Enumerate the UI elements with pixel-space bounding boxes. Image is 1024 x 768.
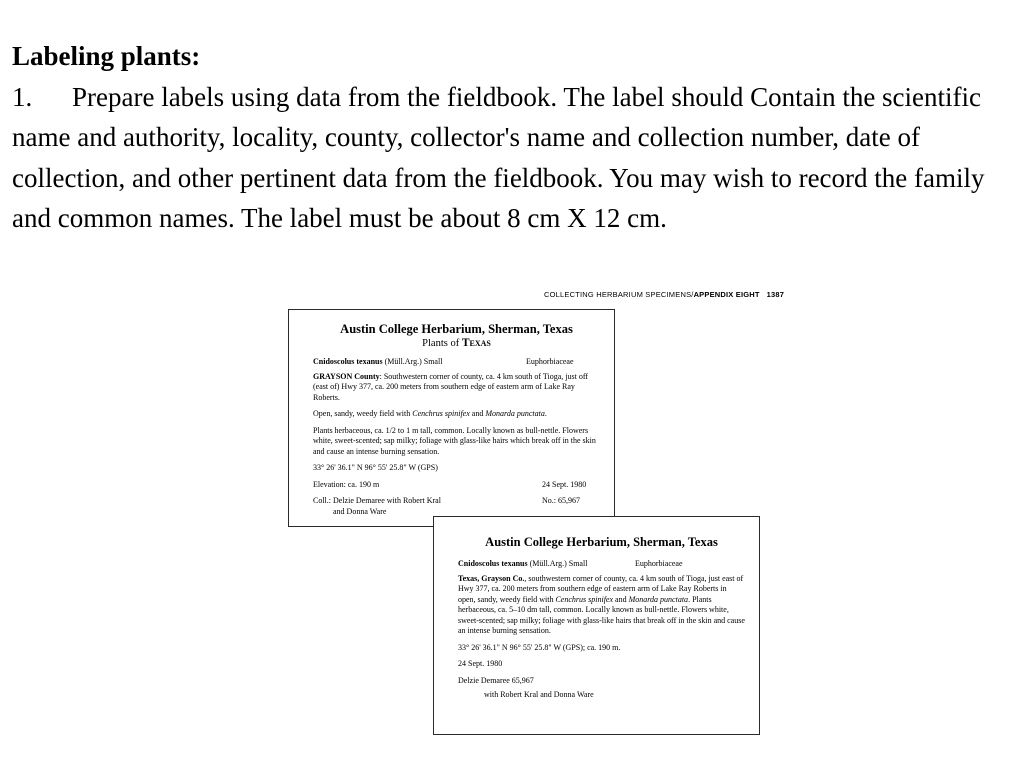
county-name: GRAYSON County [313,371,380,381]
species-authority: (Müll.Arg.) Small [527,559,588,568]
family-name: Euphorbiaceae [635,559,683,568]
plant-description: . Plants herbaceous, ca. 5–10 dm tall, common. Locally known as bull-nettle. Flowers white, sweet-scented; sap milky; foliage with glass-like hairs that break off in the skin and cause an intense burning sensation. [458,594,745,635]
elevation: Elevation: ca. 190 m [313,479,380,489]
locality-text [313,372,600,404]
habitat-prefix: Open, sandy, weedy field with [313,409,413,418]
running-head-prefix: COLLECTING HERBARIUM SPECIMENS/ [544,290,694,299]
habitat-end: . [544,409,547,418]
item-number: 1. [12,81,33,112]
herbarium-label-compact [433,516,760,735]
locality-text: , southwestern corner of county, ca. 4 km south of Tioga, just east of Hwy 377, ca. 200 meters from southern edge of eastern arm of Lake Ray Roberts in open, sandy, weedy field with [458,573,744,604]
gps-coordinates: 33° 26' 36.1" N 96° 55' 25.8" W (GPS) [313,463,438,472]
species-name: Cnidoscolus texanus [458,559,528,568]
collector-row [313,496,600,517]
label-sub-prefix: Plants of [422,338,462,349]
label-scientific-name [313,357,442,368]
collection-date: 24 Sept. 1980 [458,659,503,668]
county-name: Texas, Grayson Co. [458,573,525,583]
habitat-and: and [469,409,486,418]
collector-with: with Robert Kral and Donna Ware [484,690,594,699]
label-subheading [313,337,600,350]
associate-species-2: Monarda punctata [485,409,545,418]
slide-title: Labeling plants: [12,41,201,71]
associate-species-2: Monarda punctata [628,594,689,604]
collectors-line-1: Coll.: Delzie Demaree with Robert Kral [313,496,441,505]
collectors [313,496,441,517]
collectors-line-2: and Donna Ware [333,506,387,516]
label-body-text [458,574,745,637]
body-and: and [613,594,629,604]
species-name: Cnidoscolus texanus [313,357,383,366]
collector: Delzie Demaree 65,967 [458,675,534,685]
herbarium-label-detailed [288,309,615,527]
label-scientific-name [458,559,587,570]
associate-species-1: Cenchrus spinifex [412,409,470,418]
running-head-appendix: APPENDIX EIGHT [693,290,760,299]
running-head-page: 1387 [766,290,785,299]
label-heading: Austin College Herbarium, Sherman, Texas [485,535,718,549]
species-authority: (Müll.Arg.) Small [382,357,443,366]
habitat-text [313,409,600,420]
label-name-row [458,559,745,570]
label-name-row [313,357,600,368]
instruction-item [12,77,1012,239]
collection-date: 24 Sept. 1980 [542,479,587,489]
plant-description: Plants herbaceous, ca. 1/2 to 1 m tall, common. Locally known as bull-nettle. Flowers white, sweet-scented; sap milky; foliage with glass-like hairs which break off in the skin and cause an intense burning sensation. [313,425,596,456]
slide-text [12,36,1012,239]
label-sub-state: Texas [461,337,491,349]
family-name: Euphorbiaceae [526,357,574,366]
label-heading: Austin College Herbarium, Sherman, Texas [340,322,573,336]
item-text: Prepare labels using data from the fieldbook. The label should Contain the scientific name and authority, locality, county, collector's name and collection number, date of collection, and other pertinent data from the fieldbook. You may wish to record the family and common names. The label must be about 8 cm X 12 cm. [12,81,985,233]
associate-species-1: Cenchrus spinifex [555,594,614,604]
elevation-date-row [313,480,600,491]
gps-coordinates: 33° 26' 36.1" N 96° 55' 25.8" W (GPS); ca. 190 m. [458,642,621,652]
book-running-head [544,290,784,299]
collection-number: No.: 65,967 [542,496,580,505]
locality-description: : Southwestern corner of county, ca. 4 km south of Tioga, just off (east of) Hwy 377, ca. 200 meters from southern edge of eastern arm of Lake Ray Roberts. [313,371,589,402]
